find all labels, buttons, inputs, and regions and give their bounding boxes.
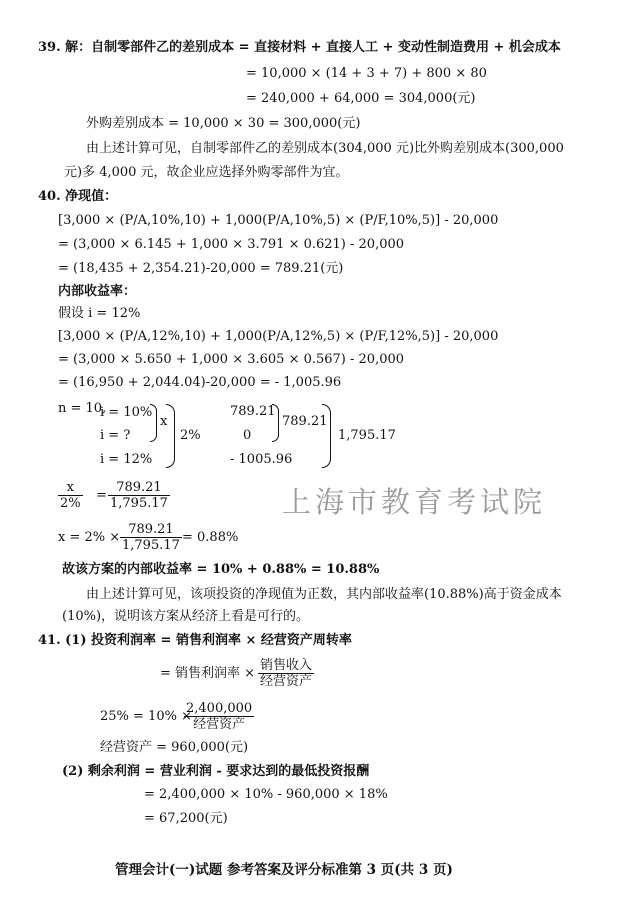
q40-npv-line-1: [3,000 × (P/A,10%,10) + 1,000(P/A,10%,5) × (P/F,10%,5)] - 20,000 [58,213,499,228]
q41-asset-den: 经营资产 [193,717,246,732]
eq2-left: x = 2% × [58,530,121,545]
brace-789 [272,404,279,442]
q39-line-2: = 10,000 × (14 + 3 + 7) + 800 × 80 [246,66,487,81]
page-footer: 管理会计(一)试题 参考答案及评分标准第 3 页(共 3 页) [115,862,453,878]
q41-sales-num: 销售收入 [260,658,313,673]
eq1-left-num: x [66,480,74,495]
eq1-right-den: 1,795.17 [110,496,168,511]
q40-irr-title: 内部收益率： [58,284,137,299]
q39-line-1: 39. 解：自制零部件乙的差别成本 = 直接材料 + 直接人工 + 变动性制造费用 + 机会成本 [38,40,561,55]
interp-v-0: 0 [243,428,252,443]
eq1-right-num: 789.21 [116,480,162,495]
q39-line-6: 元)多 4,000 元，故企业应选择外购零部件为宜。 [64,165,349,180]
q40-npv-line-3: = (18,435 + 2,354.21)-20,000 = 789.21(元) [58,261,344,276]
q41-part1-line-3-left: 25% = 10% × [100,709,192,724]
q40-irr-line-2: = (3,000 × 5.650 + 1,000 × 3.605 × 0.567) - 20,000 [58,352,405,367]
q40-result: 故该方案的内部收益率 = 10% + 0.88% = 10.88% [62,562,380,577]
q41-part1-line-1: 41. (1) 投资利润率 = 销售利润率 × 经营资产周转率 [38,633,352,648]
interp-i-unknown: i = ? [100,428,131,443]
q41-asset-num: 2,400,000 [186,701,253,716]
q40-assumption: 假设 i = 12% [58,306,141,321]
interp-x: x [160,414,168,429]
q40-title: 40. 净现值： [38,189,118,204]
interp-i-10: i = 10% [100,405,153,420]
eq2-fraction [120,522,182,553]
interp-v-789: 789.21 [230,404,276,419]
q40-conclusion-1: 由上述计算可见，该项投资的净现值为正数，其内部收益率(10.88%)高于资金成本 [86,587,562,602]
eq1-left-fraction [58,480,83,511]
q40-irr-line-1: [3,000 × (P/A,12%,10) + 1,000(P/A,12%,5) × (P/F,12%,5)] - 20,000 [58,329,499,344]
interp-total: 1,795.17 [338,428,396,443]
eq2-num: 789.21 [128,522,174,537]
q40-npv-line-2: = (3,000 × 6.145 + 1,000 × 3.791 × 0.621) - 20,000 [58,237,405,252]
q41-asset-fraction [184,701,254,732]
q41-part2-line-3: = 67,200(元) [144,811,228,826]
q41-part2-line-2: = 2,400,000 × 10% - 960,000 × 18% [144,787,388,802]
eq2-right: = 0.88% [182,530,239,545]
eq1-left-den: 2% [60,496,81,511]
q39-line-4: 外购差别成本 = 10,000 × 30 = 300,000(元) [86,116,361,131]
interp-n: n = 10, [58,401,107,416]
brace-x [150,404,157,442]
q41-part2-line-1: (2) 剩余利润 = 营业利润 - 要求达到的最低投资报酬 [62,764,370,779]
eq2-den: 1,795.17 [122,538,180,553]
brace-2pct [166,404,175,468]
brace-total [322,404,331,468]
eq1-equals: = [96,488,107,503]
q41-sales-den: 经营资产 [260,674,313,689]
interp-i-12: i = 12% [100,452,153,467]
q39-line-3: = 240,000 + 64,000 = 304,000(元) [246,91,476,106]
eq1-right-fraction [108,480,170,511]
interp-v-12: 789.21 [282,414,328,429]
q40-conclusion-2: (10%)，说明该方案从经济上看是可行的。 [62,609,310,624]
interp-v-neg: - 1005.96 [230,452,293,467]
q41-sales-fraction [258,658,314,689]
q41-part1-line-2-left: = 销售利润率 × [160,666,256,681]
institution-stamp: 上海市教育考试院 [282,485,547,519]
q39-line-5: 由上述计算可见，自制零部件乙的差别成本(304,000 元)比外购差别成本(300,000 [86,141,564,156]
q40-irr-line-3: = (16,950 + 2,044.04)-20,000 = - 1,005.96 [58,375,342,390]
q41-part1-line-4: 经营资产 = 960,000(元) [100,740,249,755]
interp-diff: 2% [180,428,201,443]
